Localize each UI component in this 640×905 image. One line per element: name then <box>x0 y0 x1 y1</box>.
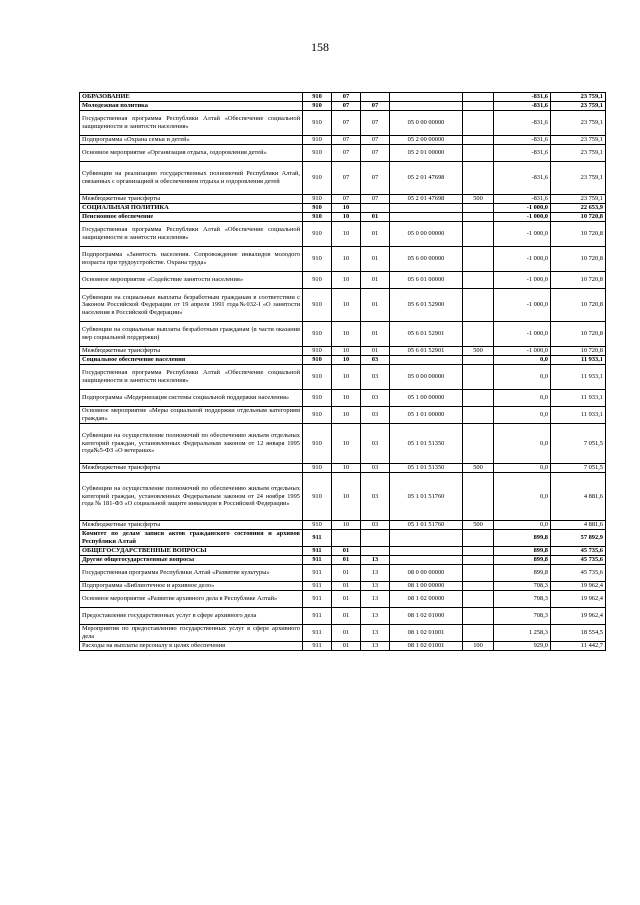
subsection-code-cell: 03 <box>361 473 390 521</box>
total-amount-cell: 19 962,4 <box>551 608 606 625</box>
section-code-cell: 01 <box>332 591 361 608</box>
table-row <box>80 521 606 530</box>
section-code-cell: 10 <box>332 464 361 473</box>
change-amount-cell: 708,3 <box>494 608 551 625</box>
item-name-cell: Другие общегосударственные вопросы <box>80 556 303 565</box>
table-row <box>80 213 606 222</box>
total-amount-cell: 23 759,1 <box>551 145 606 162</box>
target-article-code-cell: 05 6 01 52900 <box>390 289 463 322</box>
expense-type-code-cell <box>463 356 494 365</box>
ministry-code-cell: 910 <box>303 473 332 521</box>
change-amount-cell: -1 000,0 <box>494 347 551 356</box>
item-name-cell: Субвенции на социальные выплаты безработным гражданам (в части оказания мер социальной поддержки) <box>80 322 303 347</box>
target-article-code-cell <box>390 204 463 213</box>
table-row <box>80 347 606 356</box>
expense-type-code-cell <box>463 222 494 247</box>
change-amount-cell: 899,8 <box>494 556 551 565</box>
target-article-code-cell <box>390 102 463 111</box>
expense-type-code-cell <box>463 204 494 213</box>
total-amount-cell: 4 881,6 <box>551 521 606 530</box>
table-row <box>80 390 606 407</box>
section-code-cell: 07 <box>332 102 361 111</box>
subsection-code-cell: 03 <box>361 464 390 473</box>
subsection-code-cell: 03 <box>361 424 390 464</box>
subsection-code-cell <box>361 530 390 547</box>
subsection-code-cell: 13 <box>361 565 390 582</box>
change-amount-cell: -1 000,0 <box>494 322 551 347</box>
table-row <box>80 582 606 591</box>
target-article-code-cell: 05 1 01 00000 <box>390 407 463 424</box>
target-article-code-cell: 05 1 01 51760 <box>390 521 463 530</box>
expense-type-code-cell: 500 <box>463 521 494 530</box>
change-amount-cell: -1 000,0 <box>494 289 551 322</box>
section-code-cell: 01 <box>332 547 361 556</box>
table-row <box>80 145 606 162</box>
section-code-cell: 10 <box>332 365 361 390</box>
section-code-cell: 01 <box>332 556 361 565</box>
change-amount-cell: 899,8 <box>494 565 551 582</box>
item-name-cell: Межбюджетные трансферты <box>80 521 303 530</box>
item-name-cell: Субвенции на осуществление полномочий по обеспечению жильем отдельных категорий граждан, установленных Федеральным законом от 24 ноября 1995 года № 181-ФЗ «О социальной защите инвалидов в Российской Федерации» <box>80 473 303 521</box>
subsection-code-cell: 13 <box>361 642 390 651</box>
item-name-cell: Предоставление государственных услуг в сфере архивного дела <box>80 608 303 625</box>
section-code-cell: 10 <box>332 289 361 322</box>
item-name-cell: Межбюджетные трансферты <box>80 347 303 356</box>
ministry-code-cell: 910 <box>303 322 332 347</box>
expense-type-code-cell <box>463 473 494 521</box>
target-article-code-cell: 05 2 01 00000 <box>390 145 463 162</box>
total-amount-cell: 10 720,8 <box>551 289 606 322</box>
target-article-code-cell: 08 1 02 01001 <box>390 642 463 651</box>
target-article-code-cell: 08 1 02 01001 <box>390 625 463 642</box>
item-name-cell: Государственная программа Республики Алтай «Обеспечение социальной защищенности и занятости населения» <box>80 111 303 136</box>
ministry-code-cell: 910 <box>303 162 332 195</box>
target-article-code-cell: 05 0 00 00000 <box>390 365 463 390</box>
ministry-code-cell: 910 <box>303 390 332 407</box>
ministry-code-cell: 911 <box>303 582 332 591</box>
ministry-code-cell: 910 <box>303 213 332 222</box>
ministry-code-cell: 910 <box>303 195 332 204</box>
table-row <box>80 136 606 145</box>
subsection-code-cell: 13 <box>361 608 390 625</box>
ministry-code-cell: 911 <box>303 642 332 651</box>
target-article-code-cell: 05 0 00 00000 <box>390 222 463 247</box>
total-amount-cell: 45 735,6 <box>551 556 606 565</box>
subsection-code-cell: 01 <box>361 272 390 289</box>
ministry-code-cell: 910 <box>303 521 332 530</box>
change-amount-cell: -831,6 <box>494 136 551 145</box>
subsection-code-cell: 07 <box>361 195 390 204</box>
change-amount-cell: 0,0 <box>494 356 551 365</box>
total-amount-cell: 23 759,1 <box>551 111 606 136</box>
expense-type-code-cell <box>463 530 494 547</box>
expense-type-code-cell <box>463 424 494 464</box>
section-code-cell: 01 <box>332 642 361 651</box>
target-article-code-cell: 08 1 00 00000 <box>390 582 463 591</box>
change-amount-cell: 1 258,3 <box>494 625 551 642</box>
change-amount-cell: -831,6 <box>494 93 551 102</box>
expense-type-code-cell <box>463 162 494 195</box>
target-article-code-cell: 05 1 00 00000 <box>390 390 463 407</box>
ministry-code-cell: 910 <box>303 111 332 136</box>
target-article-code-cell: 05 2 00 00000 <box>390 136 463 145</box>
ministry-code-cell: 910 <box>303 347 332 356</box>
table-row <box>80 407 606 424</box>
expense-type-code-cell <box>463 247 494 272</box>
section-code-cell: 10 <box>332 247 361 272</box>
ministry-code-cell: 911 <box>303 530 332 547</box>
target-article-code-cell <box>390 213 463 222</box>
subsection-code-cell: 07 <box>361 102 390 111</box>
target-article-code-cell: 05 6 01 52901 <box>390 347 463 356</box>
item-name-cell: Государственная программа Республики Алтай «Обеспечение социальной защищенности и занятости населения» <box>80 365 303 390</box>
item-name-cell: Молодежная политика <box>80 102 303 111</box>
expense-type-code-cell <box>463 213 494 222</box>
ministry-code-cell: 910 <box>303 289 332 322</box>
target-article-code-cell: 05 0 00 00000 <box>390 111 463 136</box>
target-article-code-cell: 08 0 00 00000 <box>390 565 463 582</box>
expense-type-code-cell: 500 <box>463 347 494 356</box>
change-amount-cell: -831,6 <box>494 195 551 204</box>
ministry-code-cell: 911 <box>303 625 332 642</box>
change-amount-cell: -1 000,0 <box>494 222 551 247</box>
total-amount-cell: 23 759,1 <box>551 195 606 204</box>
target-article-code-cell: 05 6 00 00000 <box>390 247 463 272</box>
section-code-cell: 10 <box>332 322 361 347</box>
section-code-cell: 10 <box>332 521 361 530</box>
section-code-cell: 07 <box>332 93 361 102</box>
total-amount-cell: 22 653,9 <box>551 204 606 213</box>
table-row <box>80 289 606 322</box>
table-row <box>80 195 606 204</box>
change-amount-cell: -1 000,0 <box>494 247 551 272</box>
expense-type-code-cell: 500 <box>463 464 494 473</box>
target-article-code-cell: 05 1 01 51350 <box>390 464 463 473</box>
section-code-cell <box>332 530 361 547</box>
total-amount-cell: 11 933,1 <box>551 390 606 407</box>
target-article-code-cell: 05 6 01 52901 <box>390 322 463 347</box>
section-code-cell: 07 <box>332 145 361 162</box>
target-article-code-cell: 08 1 02 01000 <box>390 608 463 625</box>
subsection-code-cell: 03 <box>361 390 390 407</box>
total-amount-cell: 10 720,8 <box>551 347 606 356</box>
ministry-code-cell: 910 <box>303 356 332 365</box>
budget-table-body <box>80 93 606 651</box>
total-amount-cell: 23 759,1 <box>551 136 606 145</box>
expense-type-code-cell <box>463 625 494 642</box>
table-row <box>80 272 606 289</box>
item-name-cell: Основное мероприятие «Развитие архивного дела в Республике Алтай» <box>80 591 303 608</box>
table-row <box>80 102 606 111</box>
subsection-code-cell: 03 <box>361 365 390 390</box>
total-amount-cell: 7 051,5 <box>551 464 606 473</box>
item-name-cell: ОБЩЕГОСУДАРСТВЕННЫЕ ВОПРОСЫ <box>80 547 303 556</box>
expense-type-code-cell: 100 <box>463 642 494 651</box>
total-amount-cell: 19 962,4 <box>551 591 606 608</box>
target-article-code-cell <box>390 556 463 565</box>
change-amount-cell: 899,8 <box>494 530 551 547</box>
subsection-code-cell: 07 <box>361 111 390 136</box>
change-amount-cell: 929,0 <box>494 642 551 651</box>
ministry-code-cell: 910 <box>303 145 332 162</box>
change-amount-cell: 899,8 <box>494 547 551 556</box>
target-article-code-cell: 08 1 02 00000 <box>390 591 463 608</box>
ministry-code-cell: 911 <box>303 547 332 556</box>
table-row <box>80 565 606 582</box>
change-amount-cell: 0,0 <box>494 464 551 473</box>
ministry-code-cell: 910 <box>303 204 332 213</box>
section-code-cell: 10 <box>332 424 361 464</box>
item-name-cell: Подпрограмма «Охрана семьи и детей» <box>80 136 303 145</box>
table-row <box>80 111 606 136</box>
ministry-code-cell: 911 <box>303 556 332 565</box>
expense-type-code-cell <box>463 547 494 556</box>
target-article-code-cell <box>390 530 463 547</box>
expense-type-code-cell <box>463 365 494 390</box>
subsection-code-cell: 07 <box>361 145 390 162</box>
item-name-cell: Основное мероприятие «Организация отдыха, оздоровления детей» <box>80 145 303 162</box>
section-code-cell: 01 <box>332 565 361 582</box>
table-row <box>80 608 606 625</box>
table-row <box>80 424 606 464</box>
subsection-code-cell <box>361 93 390 102</box>
subsection-code-cell: 07 <box>361 136 390 145</box>
change-amount-cell: -831,6 <box>494 111 551 136</box>
table-row <box>80 365 606 390</box>
section-code-cell: 10 <box>332 222 361 247</box>
change-amount-cell: -831,6 <box>494 162 551 195</box>
subsection-code-cell: 13 <box>361 625 390 642</box>
ministry-code-cell: 910 <box>303 272 332 289</box>
total-amount-cell: 11 933,1 <box>551 407 606 424</box>
expense-type-code-cell <box>463 145 494 162</box>
change-amount-cell: 0,0 <box>494 521 551 530</box>
subsection-code-cell: 01 <box>361 213 390 222</box>
section-code-cell: 10 <box>332 473 361 521</box>
subsection-code-cell: 13 <box>361 556 390 565</box>
total-amount-cell: 19 962,4 <box>551 582 606 591</box>
total-amount-cell: 10 720,8 <box>551 213 606 222</box>
section-code-cell: 07 <box>332 111 361 136</box>
item-name-cell: Субвенции на осуществление полномочий по обеспечению жильем отдельных категорий граждан, установленных Федеральным законом от 12 января 1995 года№5-ФЗ «О ветеранах» <box>80 424 303 464</box>
subsection-code-cell: 01 <box>361 247 390 272</box>
target-article-code-cell: 05 1 01 51760 <box>390 473 463 521</box>
table-row <box>80 247 606 272</box>
expense-type-code-cell <box>463 272 494 289</box>
total-amount-cell: 11 933,1 <box>551 356 606 365</box>
section-code-cell: 01 <box>332 608 361 625</box>
item-name-cell: Пенсионное обеспечение <box>80 213 303 222</box>
item-name-cell: Основное мероприятие «Меры социальной поддержки отдельным категориям граждан» <box>80 407 303 424</box>
item-name-cell: Субвенции на реализацию государственных полномочий Республики Алтай, связанных с организацией и обеспечением отдыха и оздоровления детей <box>80 162 303 195</box>
target-article-code-cell: 05 6 01 00000 <box>390 272 463 289</box>
subsection-code-cell: 03 <box>361 356 390 365</box>
target-article-code-cell <box>390 93 463 102</box>
item-name-cell: Основное мероприятие «Содействие занятости населения» <box>80 272 303 289</box>
section-code-cell: 10 <box>332 390 361 407</box>
table-row <box>80 642 606 651</box>
section-code-cell: 10 <box>332 213 361 222</box>
subsection-code-cell <box>361 547 390 556</box>
total-amount-cell: 10 720,8 <box>551 322 606 347</box>
ministry-code-cell: 910 <box>303 222 332 247</box>
total-amount-cell: 45 735,6 <box>551 565 606 582</box>
expense-type-code-cell <box>463 289 494 322</box>
subsection-code-cell: 01 <box>361 347 390 356</box>
total-amount-cell: 11 442,7 <box>551 642 606 651</box>
change-amount-cell: -831,6 <box>494 145 551 162</box>
change-amount-cell: -1 000,0 <box>494 272 551 289</box>
item-name-cell: Расходы на выплаты персоналу в целях обеспечения <box>80 642 303 651</box>
expense-type-code-cell <box>463 111 494 136</box>
section-code-cell: 10 <box>332 272 361 289</box>
table-row <box>80 356 606 365</box>
target-article-code-cell <box>390 356 463 365</box>
change-amount-cell: -1 000,0 <box>494 204 551 213</box>
ministry-code-cell: 910 <box>303 407 332 424</box>
change-amount-cell: 0,0 <box>494 473 551 521</box>
subsection-code-cell: 01 <box>361 289 390 322</box>
item-name-cell: Подпрограмма «Модернизация системы социальной поддержки населения» <box>80 390 303 407</box>
table-row <box>80 473 606 521</box>
expense-type-code-cell <box>463 390 494 407</box>
change-amount-cell: 708,3 <box>494 582 551 591</box>
table-row <box>80 93 606 102</box>
expense-type-code-cell: 500 <box>463 195 494 204</box>
total-amount-cell: 23 759,1 <box>551 102 606 111</box>
expense-type-code-cell <box>463 582 494 591</box>
expense-type-code-cell <box>463 407 494 424</box>
table-row <box>80 591 606 608</box>
ministry-code-cell: 910 <box>303 93 332 102</box>
change-amount-cell: 0,0 <box>494 365 551 390</box>
target-article-code-cell <box>390 547 463 556</box>
target-article-code-cell: 05 1 01 51350 <box>390 424 463 464</box>
ministry-code-cell: 911 <box>303 591 332 608</box>
item-name-cell: Государственная программа Республики Алтай «Обеспечение социальной защищенности и занятости населения» <box>80 222 303 247</box>
total-amount-cell: 23 759,1 <box>551 93 606 102</box>
table-row <box>80 322 606 347</box>
ministry-code-cell: 910 <box>303 464 332 473</box>
total-amount-cell: 57 892,9 <box>551 530 606 547</box>
ministry-code-cell: 910 <box>303 136 332 145</box>
change-amount-cell: -1 000,0 <box>494 213 551 222</box>
ministry-code-cell: 910 <box>303 365 332 390</box>
table-row <box>80 530 606 547</box>
subsection-code-cell: 01 <box>361 222 390 247</box>
target-article-code-cell: 05 2 01 47698 <box>390 195 463 204</box>
item-name-cell: Государственная программа Республики Алтай «Развитие культуры» <box>80 565 303 582</box>
expense-type-code-cell <box>463 136 494 145</box>
expense-type-code-cell <box>463 322 494 347</box>
table-row <box>80 222 606 247</box>
total-amount-cell: 18 554,5 <box>551 625 606 642</box>
item-name-cell: Межбюджетные трансферты <box>80 195 303 204</box>
total-amount-cell: 10 720,8 <box>551 272 606 289</box>
total-amount-cell: 11 933,1 <box>551 365 606 390</box>
change-amount-cell: 0,0 <box>494 407 551 424</box>
item-name-cell: Мероприятия по предоставлению государственных услуг в сфере архивного дела <box>80 625 303 642</box>
change-amount-cell: -831,6 <box>494 102 551 111</box>
section-code-cell: 01 <box>332 582 361 591</box>
change-amount-cell: 0,0 <box>494 424 551 464</box>
item-name-cell: Субвенции на социальные выплаты безработным гражданам в соответствии с Законом Российской Федерации от 19 апреля 1991 года№032-I «О занятости населения в Российской Федерации» <box>80 289 303 322</box>
expense-type-code-cell <box>463 565 494 582</box>
expense-type-code-cell <box>463 102 494 111</box>
change-amount-cell: 708,3 <box>494 591 551 608</box>
target-article-code-cell: 05 2 01 47698 <box>390 162 463 195</box>
section-code-cell: 07 <box>332 162 361 195</box>
section-code-cell: 07 <box>332 195 361 204</box>
subsection-code-cell: 03 <box>361 407 390 424</box>
expense-type-code-cell <box>463 591 494 608</box>
item-name-cell: Межбюджетные трансферты <box>80 464 303 473</box>
table-row <box>80 204 606 213</box>
item-name-cell: СОЦИАЛЬНАЯ ПОЛИТИКА <box>80 204 303 213</box>
change-amount-cell: 0,0 <box>494 390 551 407</box>
total-amount-cell: 23 759,1 <box>551 162 606 195</box>
total-amount-cell: 4 881,6 <box>551 473 606 521</box>
item-name-cell: Комитет по делам записи актов гражданского состояния и архивов Республики Алтай <box>80 530 303 547</box>
item-name-cell: ОБРАЗОВАНИЕ <box>80 93 303 102</box>
ministry-code-cell: 911 <box>303 565 332 582</box>
page-number: 158 <box>311 40 329 54</box>
table-row <box>80 625 606 642</box>
expense-type-code-cell <box>463 608 494 625</box>
ministry-code-cell: 910 <box>303 424 332 464</box>
expense-type-code-cell <box>463 93 494 102</box>
section-code-cell: 01 <box>332 625 361 642</box>
total-amount-cell: 10 720,8 <box>551 247 606 272</box>
section-code-cell: 10 <box>332 407 361 424</box>
section-code-cell: 10 <box>332 347 361 356</box>
subsection-code-cell <box>361 204 390 213</box>
subsection-code-cell: 13 <box>361 582 390 591</box>
total-amount-cell: 10 720,8 <box>551 222 606 247</box>
item-name-cell: Социальное обеспечение населения <box>80 356 303 365</box>
table-row <box>80 556 606 565</box>
ministry-code-cell: 910 <box>303 102 332 111</box>
ministry-code-cell: 911 <box>303 608 332 625</box>
section-code-cell: 10 <box>332 356 361 365</box>
total-amount-cell: 45 735,6 <box>551 547 606 556</box>
subsection-code-cell: 03 <box>361 521 390 530</box>
budget-table <box>79 92 606 651</box>
expense-type-code-cell <box>463 556 494 565</box>
item-name-cell: Подпрограмма «Библиотечное и архивное дело» <box>80 582 303 591</box>
item-name-cell: Подпрограмма «Занятость населения. Сопровождение инвалидов молодого возраста при трудоустройстве. Охрана труда» <box>80 247 303 272</box>
subsection-code-cell: 07 <box>361 162 390 195</box>
table-row <box>80 464 606 473</box>
table-row <box>80 162 606 195</box>
ministry-code-cell: 910 <box>303 247 332 272</box>
section-code-cell: 07 <box>332 136 361 145</box>
subsection-code-cell: 01 <box>361 322 390 347</box>
total-amount-cell: 7 051,5 <box>551 424 606 464</box>
section-code-cell: 10 <box>332 204 361 213</box>
subsection-code-cell: 13 <box>361 591 390 608</box>
table-row <box>80 547 606 556</box>
